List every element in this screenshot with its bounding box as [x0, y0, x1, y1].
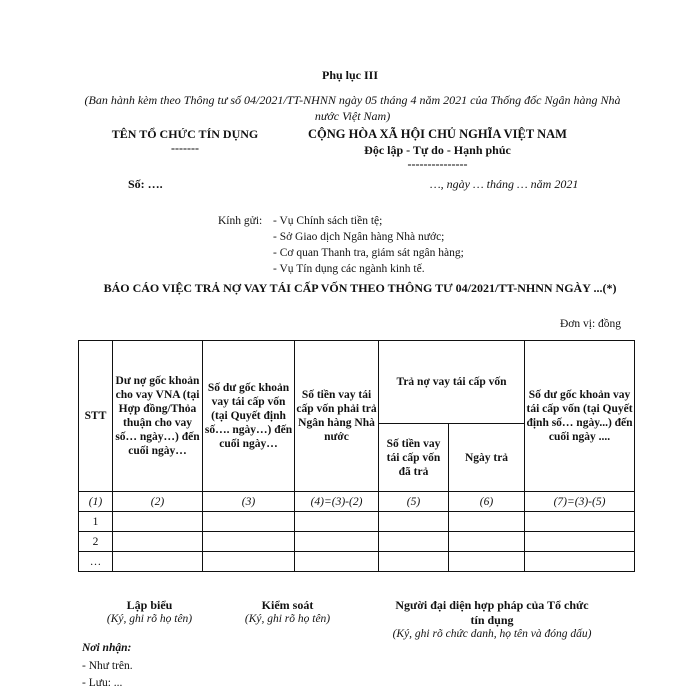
table-row	[79, 552, 635, 572]
document-number: Số: ….	[128, 177, 163, 191]
signature-note: (Ký, ghi rõ họ tên)	[106, 613, 193, 625]
column-number: (2)	[113, 492, 203, 512]
report-title: BÁO CÁO VIỆC TRẢ NỢ VAY TÁI CẤP VỐN THEO THÔNG TƯ 04/2021/TT-NHNN NGÀY ...(*)	[103, 281, 617, 295]
row-stt: 1	[79, 512, 113, 532]
national-divider: ---------------	[407, 157, 468, 171]
header-remaining-outstanding: Số dư gốc khoản vay tái cấp vốn (tại Quyết định số… ngày...) đến cuối ngày ....	[525, 341, 635, 492]
distribution-item: - Lưu: ...	[82, 677, 123, 689]
signature-title: Lập biểu	[126, 598, 173, 612]
unit-label: Đơn vị: đồng	[560, 318, 622, 330]
header-outstanding-vna: Dư nợ gốc khoản cho vay VNA (tại Hợp đồng/Thỏa thuận cho vay số… ngày…) đến cuối ngày…	[113, 341, 203, 492]
signature-note: (Ký, ghi rõ chức danh, họ tên và đóng dấu)	[392, 628, 592, 640]
report-table	[78, 340, 635, 572]
table-row	[79, 512, 635, 532]
signature-note: (Ký, ghi rõ họ tên)	[244, 613, 331, 625]
column-number: (4)=(3)-(2)	[295, 492, 379, 512]
header-amount-must-repay: Số tiền vay tái cấp vốn phải trả Ngân hàng Nhà nước	[295, 341, 379, 492]
header-repayment-group: Trả nợ vay tái cấp vốn	[379, 341, 525, 424]
column-number: (3)	[203, 492, 295, 512]
national-title: CỘNG HÒA XÃ HỘI CHỦ NGHĨA VIỆT NAM	[308, 127, 567, 141]
recipient-item: - Vụ Tín dụng các ngành kinh tế.	[273, 263, 425, 275]
issuance-note: (Ban hành kèm theo Thông tư số 04/2021/TT-NHNN ngày 05 tháng 4 năm 2021 của Thống đốc Ngân hàng Nhà nước Việt Nam)	[84, 93, 621, 123]
signature-preparer	[82, 598, 217, 625]
signature-title: Người đại diện hợp pháp của Tổ chức tín dụng	[395, 598, 589, 627]
signature-representative	[352, 598, 632, 640]
column-number: (6)	[449, 492, 525, 512]
row-stt: 2	[79, 532, 113, 552]
recipients-label: Kính gửi:	[218, 215, 263, 227]
org-name: TÊN TỔ CHỨC TÍN DỤNG	[111, 127, 259, 141]
signature-title: Kiểm soát	[261, 598, 314, 612]
national-motto: Độc lập - Tự do - Hạnh phúc	[364, 143, 511, 157]
recipient-item: - Cơ quan Thanh tra, giám sát ngân hàng;	[273, 247, 464, 259]
row-stt: …	[79, 552, 113, 572]
signature-controller	[220, 598, 355, 625]
column-number: (5)	[379, 492, 449, 512]
column-number: (7)=(3)-(5)	[525, 492, 635, 512]
appendix-title: Phụ lục III	[321, 68, 379, 82]
header-amount-repaid: Số tiền vay tái cấp vốn đã trả	[379, 424, 449, 492]
recipient-item: - Vụ Chính sách tiền tệ;	[273, 215, 383, 227]
distribution-label: Nơi nhận:	[82, 642, 132, 654]
table-row	[79, 532, 635, 552]
recipient-item: - Sở Giao dịch Ngân hàng Nhà nước;	[273, 231, 445, 243]
org-divider: -------	[171, 141, 199, 155]
header-stt: STT	[79, 341, 113, 492]
column-number: (1)	[79, 492, 113, 512]
place-date: …, ngày … tháng … năm 2021	[430, 177, 579, 191]
header-repay-date: Ngày trả	[449, 424, 525, 492]
distribution-item: - Như trên.	[82, 660, 133, 672]
header-outstanding-refinance: Số dư gốc khoản vay tái cấp vốn (tại Quyết định số…. ngày…) đến cuối ngày…	[203, 341, 295, 492]
